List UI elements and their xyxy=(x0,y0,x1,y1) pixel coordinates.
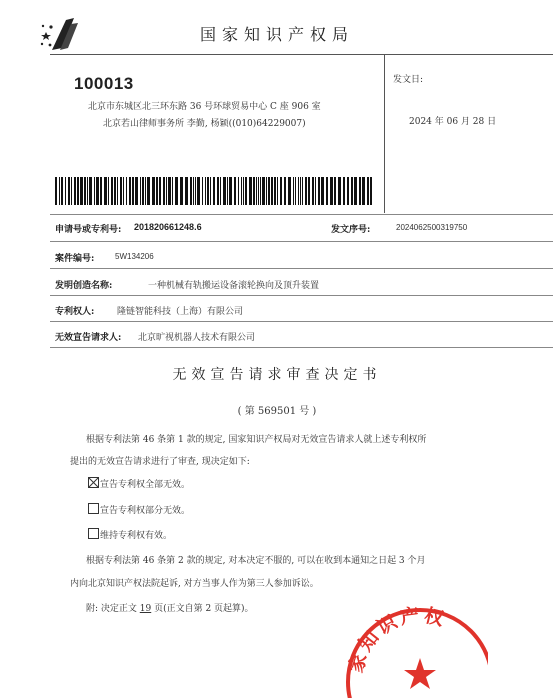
barcode-bar xyxy=(197,177,200,205)
barcode-bar xyxy=(343,177,345,205)
barcode-bar xyxy=(243,177,244,205)
row-divider xyxy=(50,241,553,242)
barcode-bar xyxy=(168,177,171,205)
barcode-bar xyxy=(142,177,144,205)
barcode-bar xyxy=(108,177,109,205)
barcode-bar xyxy=(280,177,282,205)
barcode-bar xyxy=(241,177,242,205)
barcode-bar xyxy=(293,177,294,205)
row-divider xyxy=(50,268,553,269)
option-label: 宣告专利权部分无效。 xyxy=(100,506,191,516)
barcode-bar xyxy=(284,177,286,205)
barcode-bar xyxy=(135,177,138,205)
barcode-bar xyxy=(245,177,247,205)
barcode-bar xyxy=(175,177,178,205)
barcode xyxy=(55,177,372,205)
barcode-bar xyxy=(126,177,127,205)
barcode-bar xyxy=(68,177,70,205)
barcode-bar xyxy=(94,177,95,205)
paragraph-1-line-2: 提出的无效宣告请求进行了审查, 现决定如下: xyxy=(70,457,250,467)
barcode-bar xyxy=(359,177,361,205)
barcode-bar xyxy=(229,177,232,205)
barcode-bar xyxy=(114,177,116,205)
petitioner-label: 无效宣告请求人: xyxy=(55,333,122,343)
barcode-bar xyxy=(326,177,328,205)
barcode-bar xyxy=(195,177,196,205)
row-divider xyxy=(50,214,553,215)
barcode-bar xyxy=(210,177,211,205)
address-box-divider xyxy=(384,55,385,213)
attachment-note: 附: 决定正文 19 页(正文自第 2 页起算)。 xyxy=(86,604,254,614)
barcode-bar xyxy=(140,177,141,205)
barcode-bar xyxy=(96,177,99,205)
patentee-label: 专利权人: xyxy=(55,307,95,317)
barcode-bar xyxy=(271,177,273,205)
barcode-bar xyxy=(77,177,79,205)
barcode-bar xyxy=(227,177,228,205)
barcode-bar xyxy=(205,177,206,205)
attachment-page-count: 19 xyxy=(139,604,152,614)
invention-name-label: 发明创造名称: xyxy=(55,281,113,291)
barcode-bar xyxy=(129,177,131,205)
barcode-bar xyxy=(104,177,107,205)
barcode-bar xyxy=(55,177,57,205)
barcode-bar xyxy=(288,177,291,205)
petitioner: 北京旷视机器人技术有限公司 xyxy=(138,333,256,343)
office-name: 国家知识产权局 xyxy=(199,25,354,44)
barcode-bar xyxy=(330,177,333,205)
barcode-bar xyxy=(185,177,188,205)
option-label: 宣告专利权全部无效。 xyxy=(100,480,191,490)
issue-date-label: 发文日: xyxy=(393,75,424,85)
barcode-bar xyxy=(190,177,192,205)
barcode-bar xyxy=(295,177,296,205)
barcode-bar xyxy=(159,177,161,205)
barcode-bar xyxy=(120,177,122,205)
patentee: 隆链智能科技（上海）有限公司 xyxy=(117,307,244,317)
barcode-bar xyxy=(87,177,88,205)
barcode-bar xyxy=(318,177,320,205)
barcode-bar xyxy=(213,177,215,205)
barcode-bar xyxy=(111,177,113,205)
address-line-2: 北京若山律师事务所 李勤, 杨颖((010)64229007) xyxy=(103,119,306,129)
paragraph-1-line-1: 根据专利法第 46 条第 1 款的规定, 国家知识产权局对无效宣告请求人就上述专利权所 xyxy=(86,435,427,445)
barcode-bar xyxy=(351,177,353,205)
serial-number: 2024062500319750 xyxy=(396,223,468,232)
barcode-bar xyxy=(100,177,102,205)
barcode-bar xyxy=(193,177,194,205)
barcode-bar xyxy=(347,177,349,205)
case-number: 5W134206 xyxy=(115,252,154,261)
barcode-bar xyxy=(163,177,165,205)
barcode-bar xyxy=(312,177,314,205)
document-title: 无效宣告请求审查决定书 xyxy=(172,367,382,383)
barcode-bar xyxy=(256,177,257,205)
case-number-label: 案件编号: xyxy=(55,254,95,264)
barcode-bar xyxy=(367,177,369,205)
row-divider xyxy=(50,321,553,322)
barcode-bar xyxy=(202,177,203,205)
barcode-bar xyxy=(253,177,255,205)
option-label: 维持专利权有效。 xyxy=(100,531,173,541)
barcode-bar xyxy=(147,177,150,205)
barcode-bar xyxy=(74,177,76,205)
postcode: 100013 xyxy=(74,74,134,93)
barcode-bar xyxy=(315,177,316,205)
barcode-bar xyxy=(234,177,236,205)
seal-text: 家知识产权 xyxy=(345,604,449,676)
barcode-bar xyxy=(65,177,66,205)
row-divider xyxy=(50,295,553,296)
barcode-bar xyxy=(166,177,167,205)
barcode-bar xyxy=(180,177,183,205)
barcode-bar xyxy=(354,177,357,205)
barcode-bar xyxy=(277,177,278,205)
barcode-bar xyxy=(59,177,60,205)
header-divider xyxy=(50,54,553,55)
application-number-label: 申请号或专利号: xyxy=(55,225,122,235)
barcode-bar xyxy=(305,177,307,205)
application-number: 201820661248.6 xyxy=(134,222,202,232)
barcode-bar xyxy=(302,177,303,205)
address-line-1: 北京市东城区北三环东路 36 号环球贸易中心 C 座 906 室 xyxy=(88,102,321,112)
paragraph-2-line-2: 内向北京知识产权法院起诉, 对方当事人作为第三人参加诉讼。 xyxy=(70,579,319,589)
barcode-bar xyxy=(223,177,226,205)
maintain-valid-checkbox xyxy=(88,528,99,539)
barcode-bar xyxy=(300,177,301,205)
barcode-bar xyxy=(207,177,209,205)
paragraph-2-line-1: 根据专利法第 46 条第 2 款的规定, 对本决定不服的, 可以在收到本通知之日起 3 个月 xyxy=(86,556,426,566)
barcode-bar xyxy=(132,177,134,205)
barcode-bar xyxy=(156,177,158,205)
barcode-bar xyxy=(117,177,118,205)
barcode-bar xyxy=(266,177,267,205)
barcode-bar xyxy=(145,177,146,205)
barcode-bar xyxy=(338,177,341,205)
barcode-bar xyxy=(362,177,365,205)
barcode-bar xyxy=(84,177,86,205)
barcode-bar xyxy=(274,177,276,205)
barcode-bar xyxy=(321,177,324,205)
invalid-all-checkbox xyxy=(88,477,99,488)
barcode-bar xyxy=(220,177,221,205)
barcode-bar xyxy=(308,177,310,205)
barcode-bar xyxy=(89,177,92,205)
barcode-bar xyxy=(298,177,299,205)
invalid-partial-checkbox xyxy=(88,503,99,514)
barcode-bar xyxy=(123,177,124,205)
barcode-bar xyxy=(61,177,63,205)
barcode-bar xyxy=(217,177,219,205)
serial-number-label: 发文序号: xyxy=(331,225,371,235)
barcode-bar xyxy=(258,177,259,205)
barcode-bar xyxy=(334,177,336,205)
barcode-bar xyxy=(268,177,270,205)
barcode-bar xyxy=(71,177,72,205)
barcode-bar xyxy=(262,177,265,205)
row-divider xyxy=(50,347,553,348)
barcode-bar xyxy=(260,177,261,205)
barcode-bar xyxy=(249,177,252,205)
barcode-bar xyxy=(172,177,173,205)
barcode-bar xyxy=(152,177,155,205)
official-seal-stamp xyxy=(338,588,488,698)
barcode-bar xyxy=(238,177,239,205)
barcode-bar xyxy=(370,177,372,205)
invention-name: 一种机械有轨搬运设备滚轮换向及顶升装置 xyxy=(148,281,320,291)
decision-number: ( 第 569501 号 ) xyxy=(237,406,317,417)
barcode-bar xyxy=(80,177,83,205)
issue-date: 2024 年 06 月 28 日 xyxy=(409,117,497,127)
